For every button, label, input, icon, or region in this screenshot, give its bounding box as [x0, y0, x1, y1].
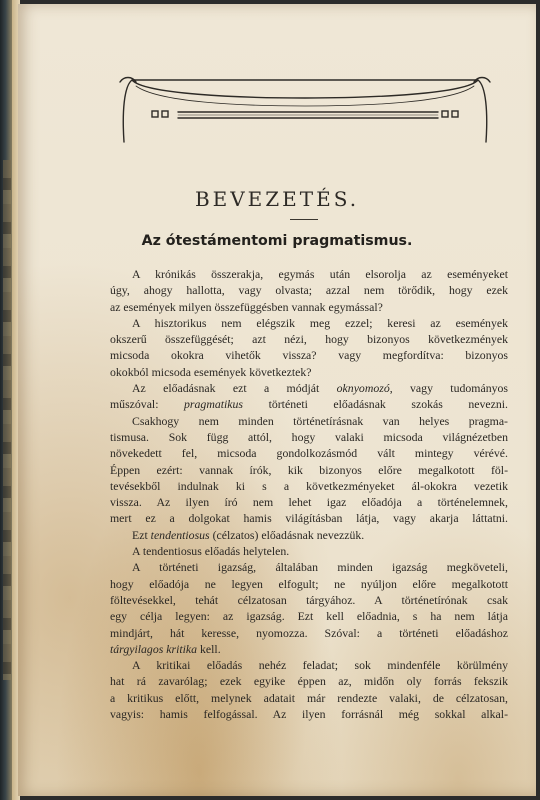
text-line: micsoda okokra vihetők vissza? vagy megfordítva: bizonyos — [110, 348, 508, 363]
text-line: tismusa. Sok függ attól, hogy valaki micsoda világnézetben — [110, 429, 508, 444]
text-line: vagyis: hamis felfogással. Az ilyen forrásnál még sokkal alkal- — [110, 707, 508, 722]
text-line: növekedett fel, micsoda gondolkozásmód vált mintegy vérévé. — [110, 446, 508, 461]
text-line: A kritikai előadás nehéz feladat; sok mindenféle körülmény — [132, 658, 508, 673]
text-line: mindjárt, hát keresse, nyomozza. Szóval: a történeti előadáshoz — [110, 625, 508, 640]
text-line: mert ez a dolgokat hamis világításban látja, vagy akarja láttatni. — [110, 511, 508, 526]
text-line: vissza. Az ilyen író nem lehet igaz előadója a történelemnek, — [110, 495, 508, 510]
text-line: hogy előadója ne legyen elfogult; ne nyúljon előre megalkotott — [110, 576, 508, 591]
text-line: úgy, ahogy hallotta, vagy olvasta; azzal nem törődik, hogy ezek — [110, 283, 508, 298]
text-line: tárgyilagos kritika kell. — [110, 641, 221, 656]
text-line: a kritikus előtt, melynek adatait már rendezte valaki, de célzatosan, — [110, 690, 508, 705]
text-line: A történeti igazság, általában minden igazság megköveteli, — [132, 560, 508, 575]
text-line: A hisztorikus nem elégszik meg ezzel; keresi az események — [132, 315, 508, 330]
text-line: egy célja legyen: az igazság. Ezt kell előadnia, s ha nem látja — [110, 609, 508, 624]
page-subtitle: Az ótestámentomi pragmatismus. — [141, 233, 413, 249]
text-line: műszóval: pragmatikus történeti előadásnak szokás nevezni. — [110, 397, 508, 412]
book-page — [18, 4, 536, 796]
text-line: okszerű összefüggését; azt nézi, hogy bizonyos következmények — [110, 332, 508, 347]
text-line: Az előadásnak ezt a módját oknyomozó, vagy tudományos — [132, 381, 508, 396]
text-line: hat rá zavarólag; ezek egyike éppen az, midőn oly forrás fekszik — [110, 674, 508, 689]
body-text — [110, 266, 508, 722]
page-title: BEVEZETÉS. — [194, 187, 360, 211]
header-ornament — [118, 72, 492, 146]
text-line: okokból micsoda események következtek? — [110, 364, 312, 379]
text-line: Csakhogy nem minden történetírásnak van helyes pragma- — [132, 413, 508, 428]
title-underline — [290, 219, 318, 220]
text-line: Ezt tendentiosus (célzatos) előadásnak nevezzük. — [132, 527, 365, 542]
text-line: tevésekből indulnak ki s a következményeket ál-okokra vezetik — [110, 478, 508, 493]
text-line: föltevésekkel, tehát célzatosan tárgyához. A történetírónak csak — [110, 592, 508, 607]
text-line: Éppen ezért: vannak írók, kik bizonyos előre megalkotott föl- — [110, 462, 508, 477]
text-line: az események milyen összefüggésben vannak egymással? — [110, 299, 383, 314]
text-line: A tendentiosus előadás helytelen. — [132, 544, 290, 559]
text-line: A krónikás összerakja, egymás után elsorolja az eseményeket — [132, 267, 508, 281]
